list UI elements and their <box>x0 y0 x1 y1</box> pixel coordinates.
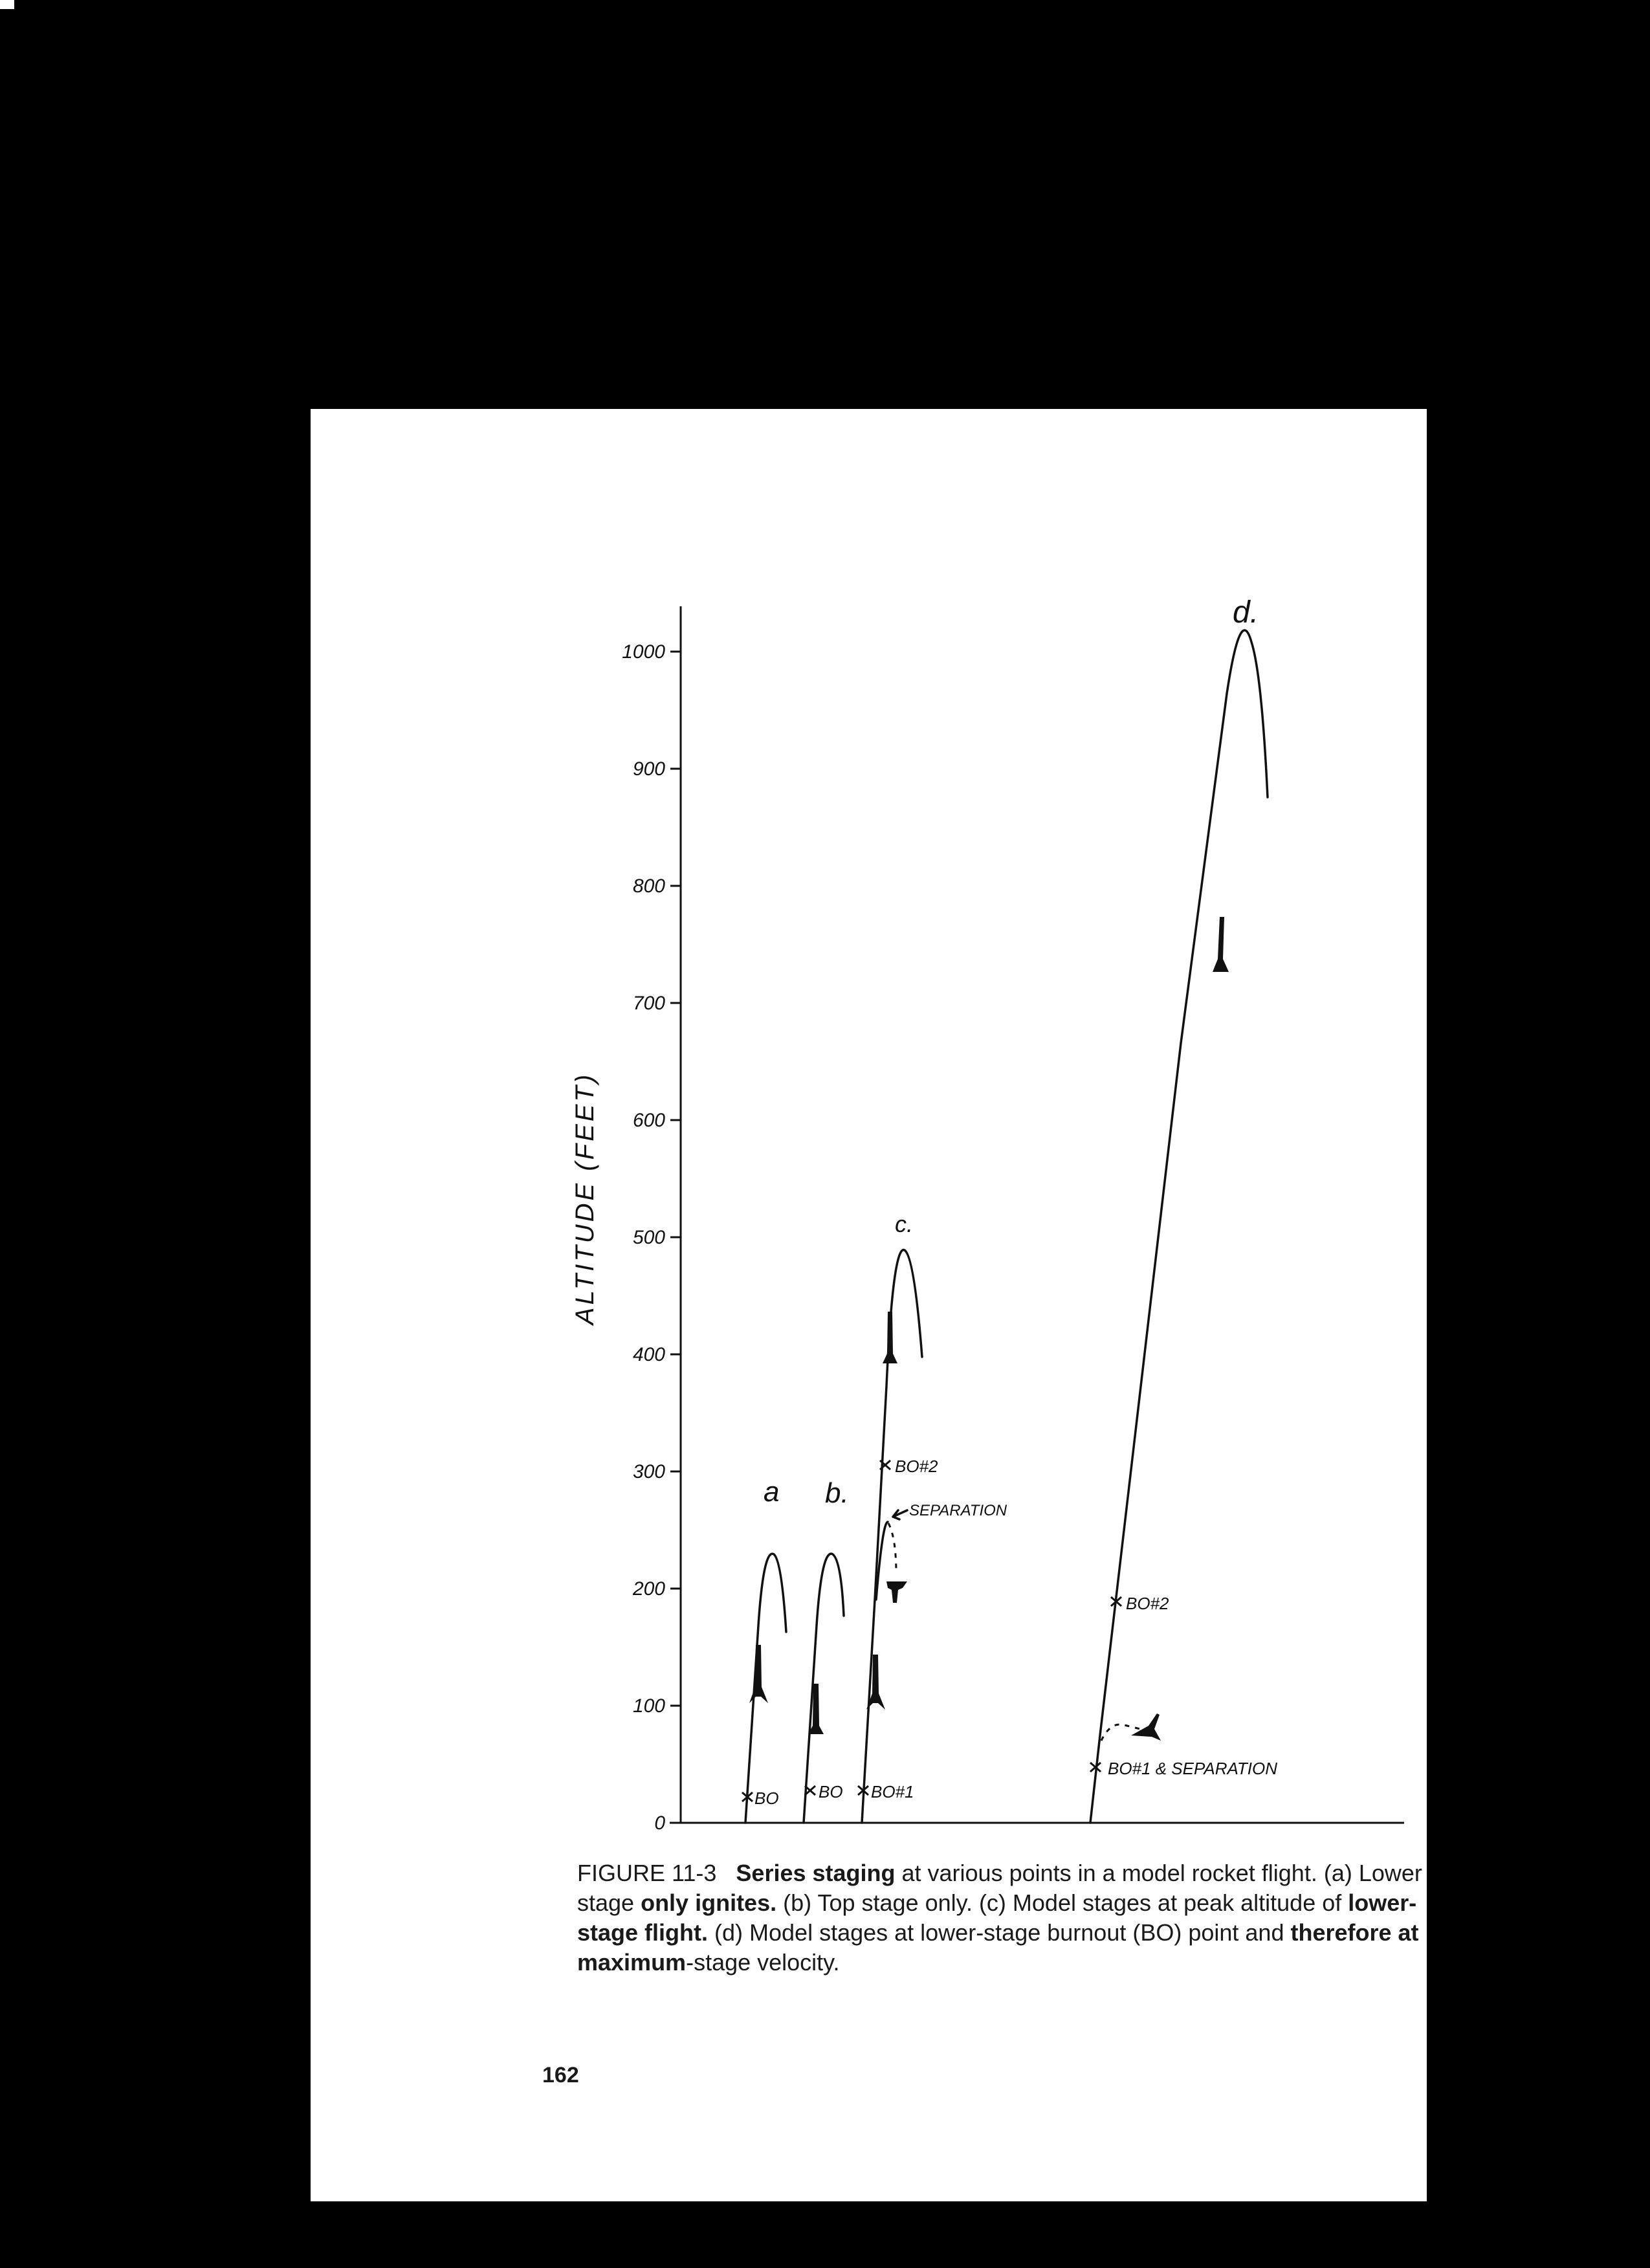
tick-label-1000: 1000 <box>622 641 665 663</box>
staging-figure <box>311 409 1427 1923</box>
flight-b <box>804 1477 849 1823</box>
caption-title: Series staging <box>736 1860 896 1886</box>
book-page <box>311 409 1427 2201</box>
flight-c <box>858 1211 1007 1823</box>
caption-bold-3: lower-stage flight. <box>577 1889 1417 1946</box>
caption-text-1: at various points in a model rocket flight. (a) Lower stage <box>577 1860 1422 1916</box>
caption-text-2: (b) Top stage only. (c) Model stages at peak altitude of <box>776 1889 1348 1916</box>
flight-a-bo-label: BO <box>754 1789 779 1808</box>
y-ticks <box>622 641 681 1834</box>
flight-d-trajectory <box>1090 630 1268 1823</box>
flight-d-bo1-sep-label: BO#1 & SEPARATION <box>1108 1759 1278 1778</box>
flight-c-fall-path <box>888 1523 896 1574</box>
flight-c-label: c. <box>895 1211 914 1237</box>
caption-bold-4: therefore at maximum <box>577 1919 1419 1976</box>
flight-b-label: b. <box>825 1477 849 1509</box>
flight-d-bo2-label: BO#2 <box>1126 1594 1169 1613</box>
tick-label-500: 500 <box>632 1227 665 1248</box>
flight-d-fall-path <box>1101 1724 1140 1741</box>
tick-label-100: 100 <box>632 1695 665 1717</box>
flight-a-label: a <box>764 1476 780 1508</box>
tick-label-400: 400 <box>632 1344 665 1365</box>
flight-d-rocket-icon <box>1213 917 1229 972</box>
caption-text-3: (d) Model stages at lower-stage burnout (BO) point and <box>708 1919 1291 1946</box>
flight-c-upper-rocket-icon <box>883 1312 897 1363</box>
flight-d <box>1090 595 1277 1823</box>
flight-c-separation-label: SEPARATION <box>909 1502 1007 1519</box>
tick-label-0: 0 <box>654 1812 665 1834</box>
flight-b-bo-label: BO <box>819 1782 843 1801</box>
flight-c-bo2-label: BO#2 <box>895 1457 938 1476</box>
tick-label-300: 300 <box>632 1461 665 1482</box>
flight-c-bo1-label: BO#1 <box>871 1782 914 1801</box>
tick-label-200: 200 <box>632 1578 665 1600</box>
caption-text-4: -stage velocity. <box>686 1949 840 1976</box>
tick-label-800: 800 <box>632 875 665 897</box>
tick-label-700: 700 <box>632 993 665 1014</box>
flight-a-rocket-icon <box>749 1645 768 1703</box>
scan-artifact <box>0 0 14 9</box>
tick-label-600: 600 <box>632 1110 665 1131</box>
tick-label-900: 900 <box>632 758 665 780</box>
flight-a <box>742 1476 786 1823</box>
flight-c-separation-arrow <box>893 1510 907 1519</box>
flight-c-spent-stage-icon <box>886 1581 907 1603</box>
figure-caption <box>577 1858 1425 1977</box>
caption-figure-number: FIGURE 11-3 <box>577 1860 717 1886</box>
page-number: 162 <box>542 2063 579 2087</box>
axis-title: ALTITUDE (FEET) <box>571 1072 599 1325</box>
flight-d-label: d. <box>1233 595 1259 630</box>
flight-a-trajectory <box>745 1554 786 1823</box>
caption-bold-2: only ignites. <box>641 1889 777 1916</box>
